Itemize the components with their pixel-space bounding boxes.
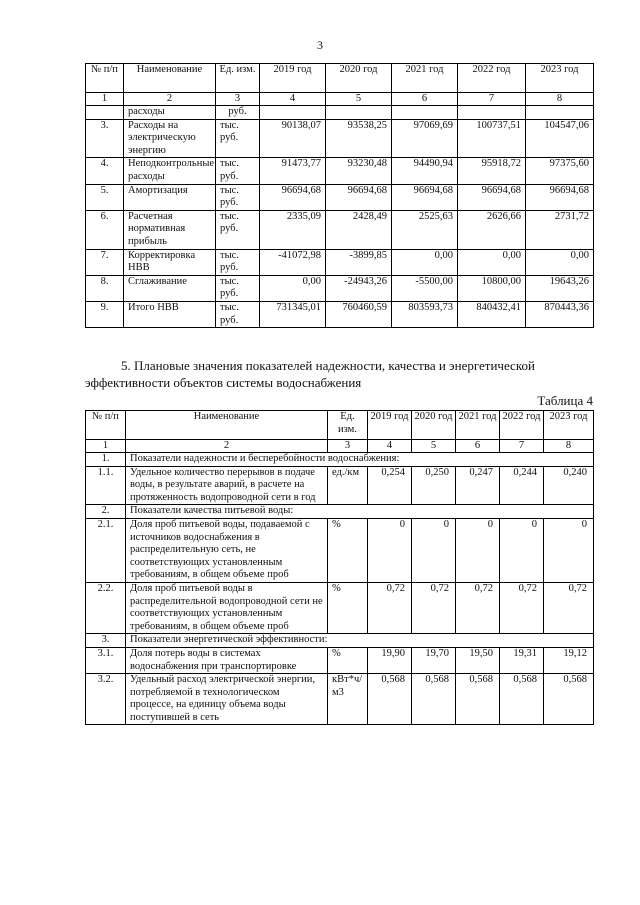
section-number: 3.	[86, 634, 126, 648]
column-header: 2019 год	[368, 411, 412, 440]
column-header: 2019 год	[260, 64, 326, 93]
row-value: 0	[412, 518, 456, 582]
table-row	[86, 647, 594, 673]
section-heading-line2: эффективности объектов системы водоснабжения	[85, 375, 362, 390]
column-header: 2020 год	[412, 411, 456, 440]
section-row	[86, 453, 594, 467]
row-value: 96694,68	[326, 184, 392, 210]
row-value: 0,250	[412, 466, 456, 505]
row-value: 0,240	[544, 466, 594, 505]
row-value: 0,00	[260, 275, 326, 301]
row-value: 97375,60	[526, 158, 594, 184]
row-number: 9.	[86, 301, 124, 327]
row-value: 19,50	[456, 647, 500, 673]
table-cell: расходы	[124, 106, 216, 120]
section-number: 1.	[86, 453, 126, 467]
table-cell: руб.	[216, 106, 260, 120]
row-name: Доля проб питьевой воды, подаваемой с источников водоснабжения в распределительную сеть, не соответствующих установленным требованиям, в общем объеме проб	[126, 518, 328, 582]
row-name: Итого НВВ	[124, 301, 216, 327]
column-header: Наименование	[124, 64, 216, 93]
row-value: 95918,72	[458, 158, 526, 184]
row-value: 2335,09	[260, 210, 326, 249]
column-index-cell: 6	[392, 93, 458, 106]
table-row	[86, 106, 594, 120]
row-name: Удельное количество перерывов в подаче воды, в результате аварий, в расчете на протяженность водопроводной сети в год	[126, 466, 328, 505]
column-index-cell: 4	[368, 440, 412, 453]
column-index-cell: 6	[456, 440, 500, 453]
row-name: Доля потерь воды в системах водоснабжения при транспортировке	[126, 647, 328, 673]
row-unit: кВт*ч/м3	[328, 674, 368, 725]
row-name: Расчетная нормативная прибыль	[124, 210, 216, 249]
row-value: 0,72	[544, 582, 594, 633]
row-value: 0,254	[368, 466, 412, 505]
row-unit: тыс. руб.	[216, 184, 260, 210]
table-cell	[392, 106, 458, 120]
column-index-cell: 7	[458, 93, 526, 106]
row-value: 0,00	[458, 249, 526, 275]
row-value: 0,72	[368, 582, 412, 633]
row-value: 96694,68	[458, 184, 526, 210]
row-name: Корректировка НВВ	[124, 249, 216, 275]
row-unit: тыс. руб.	[216, 119, 260, 158]
row-value: 19,90	[368, 647, 412, 673]
table-row	[86, 210, 594, 249]
row-unit: тыс. руб.	[216, 210, 260, 249]
table-row	[86, 582, 594, 633]
row-value: -5500,00	[392, 275, 458, 301]
table-cell	[260, 106, 326, 120]
row-value: 93538,25	[326, 119, 392, 158]
table-row	[86, 518, 594, 582]
row-unit: %	[328, 582, 368, 633]
table-row	[86, 158, 594, 184]
column-index-cell: 4	[260, 93, 326, 106]
row-unit: тыс. руб.	[216, 249, 260, 275]
column-header: 2021 год	[392, 64, 458, 93]
row-value: 104547,06	[526, 119, 594, 158]
row-value: 0,568	[412, 674, 456, 725]
row-value: 0,72	[456, 582, 500, 633]
row-value: 0	[456, 518, 500, 582]
table-header-row	[86, 411, 594, 440]
row-number: 8.	[86, 275, 124, 301]
row-number: 5.	[86, 184, 124, 210]
row-unit: %	[328, 518, 368, 582]
row-value: 19,12	[544, 647, 594, 673]
row-value: 2428,49	[326, 210, 392, 249]
column-index-cell: 1	[86, 440, 126, 453]
row-value: 0,568	[456, 674, 500, 725]
column-index-row	[86, 440, 594, 453]
section-heading-line1: 5. Плановые значения показателей надежности, качества и энергетической	[121, 358, 535, 373]
row-name: Доля проб питьевой воды в распределительной водопроводной сети не соответствующих установленным требованиям, в общем объеме проб	[126, 582, 328, 633]
column-index-cell: 8	[526, 93, 594, 106]
row-unit: %	[328, 647, 368, 673]
row-name: Амортизация	[124, 184, 216, 210]
row-number: 2.1.	[86, 518, 126, 582]
section-title: Показатели энергетической эффективности:	[126, 634, 594, 648]
row-value: 731345,01	[260, 301, 326, 327]
row-name: Расходы на электрическую энергию	[124, 119, 216, 158]
column-header: 2023 год	[526, 64, 594, 93]
column-index-cell: 2	[124, 93, 216, 106]
table-header-row	[86, 64, 594, 93]
column-index-cell: 5	[412, 440, 456, 453]
row-value: 90138,07	[260, 119, 326, 158]
section-title: Показатели надежности и бесперебойности водоснабжения:	[126, 453, 594, 467]
column-header: 2020 год	[326, 64, 392, 93]
section-row	[86, 634, 594, 648]
row-value: 96694,68	[260, 184, 326, 210]
row-value: 94490,94	[392, 158, 458, 184]
table-caption: Таблица 4	[537, 393, 593, 408]
table-row	[86, 249, 594, 275]
row-number: 2.2.	[86, 582, 126, 633]
row-number: 6.	[86, 210, 124, 249]
row-value: 2525,63	[392, 210, 458, 249]
row-number: 4.	[86, 158, 124, 184]
column-index-cell: 1	[86, 93, 124, 106]
row-value: -24943,26	[326, 275, 392, 301]
row-number: 3.	[86, 119, 124, 158]
row-value: 91473,77	[260, 158, 326, 184]
row-value: 0,568	[544, 674, 594, 725]
column-index-cell: 2	[126, 440, 328, 453]
row-value: 2626,66	[458, 210, 526, 249]
row-name: Удельный расход электрической энергии, потребляемой в технологическом процессе, на единицу объема воды поступившей в сеть	[126, 674, 328, 725]
row-value: 840432,41	[458, 301, 526, 327]
table-row	[86, 674, 594, 725]
row-value: 93230,48	[326, 158, 392, 184]
row-number: 7.	[86, 249, 124, 275]
row-unit: ед./км	[328, 466, 368, 505]
column-header: Наименование	[126, 411, 328, 440]
table-cell	[526, 106, 594, 120]
table-row	[86, 119, 594, 158]
row-value: 0	[368, 518, 412, 582]
row-value: 0,244	[500, 466, 544, 505]
row-unit: тыс. руб.	[216, 275, 260, 301]
column-header: № п/п	[86, 64, 124, 93]
row-value: 803593,73	[392, 301, 458, 327]
column-index-cell: 3	[328, 440, 368, 453]
column-header: 2023 год	[544, 411, 594, 440]
table-row	[86, 275, 594, 301]
table-cell	[326, 106, 392, 120]
column-index-cell: 7	[500, 440, 544, 453]
row-value: 96694,68	[526, 184, 594, 210]
row-number: 3.2.	[86, 674, 126, 725]
column-index-row	[86, 93, 594, 106]
section-title: Показатели качества питьевой воды:	[126, 505, 594, 519]
row-value: 2731,72	[526, 210, 594, 249]
indicators-table	[85, 410, 594, 725]
column-header: 2022 год	[500, 411, 544, 440]
row-number: 3.1.	[86, 647, 126, 673]
row-value: 97069,69	[392, 119, 458, 158]
row-name: Сглаживание	[124, 275, 216, 301]
column-header: Ед. изм.	[216, 64, 260, 93]
row-value: 19,31	[500, 647, 544, 673]
row-value: 0,247	[456, 466, 500, 505]
table-row	[86, 301, 594, 327]
row-value: 19,70	[412, 647, 456, 673]
table-row	[86, 184, 594, 210]
section-heading	[85, 357, 593, 391]
row-value: 0,72	[500, 582, 544, 633]
row-value: 96694,68	[392, 184, 458, 210]
column-header: 2022 год	[458, 64, 526, 93]
row-value: 0,00	[526, 249, 594, 275]
row-value: 760460,59	[326, 301, 392, 327]
row-value: 19643,26	[526, 275, 594, 301]
row-value: 10800,00	[458, 275, 526, 301]
financial-table	[85, 63, 594, 328]
row-name: Неподконтрольные расходы	[124, 158, 216, 184]
column-index-cell: 3	[216, 93, 260, 106]
column-header: № п/п	[86, 411, 126, 440]
column-index-cell: 8	[544, 440, 594, 453]
table-row	[86, 466, 594, 505]
row-unit: тыс. руб.	[216, 158, 260, 184]
row-value: -3899,85	[326, 249, 392, 275]
row-value: 0,568	[500, 674, 544, 725]
row-value: -41072,98	[260, 249, 326, 275]
column-header: 2021 год	[456, 411, 500, 440]
section-number: 2.	[86, 505, 126, 519]
page-number: 3	[317, 38, 323, 52]
row-value: 0,568	[368, 674, 412, 725]
row-value: 0	[544, 518, 594, 582]
column-header: Ед. изм.	[328, 411, 368, 440]
row-value: 0,00	[392, 249, 458, 275]
table-cell	[458, 106, 526, 120]
row-value: 0,72	[412, 582, 456, 633]
table-cell	[86, 106, 124, 120]
row-value: 100737,51	[458, 119, 526, 158]
section-row	[86, 505, 594, 519]
row-number: 1.1.	[86, 466, 126, 505]
column-index-cell: 5	[326, 93, 392, 106]
row-value: 870443,36	[526, 301, 594, 327]
row-value: 0	[500, 518, 544, 582]
row-unit: тыс. руб.	[216, 301, 260, 327]
